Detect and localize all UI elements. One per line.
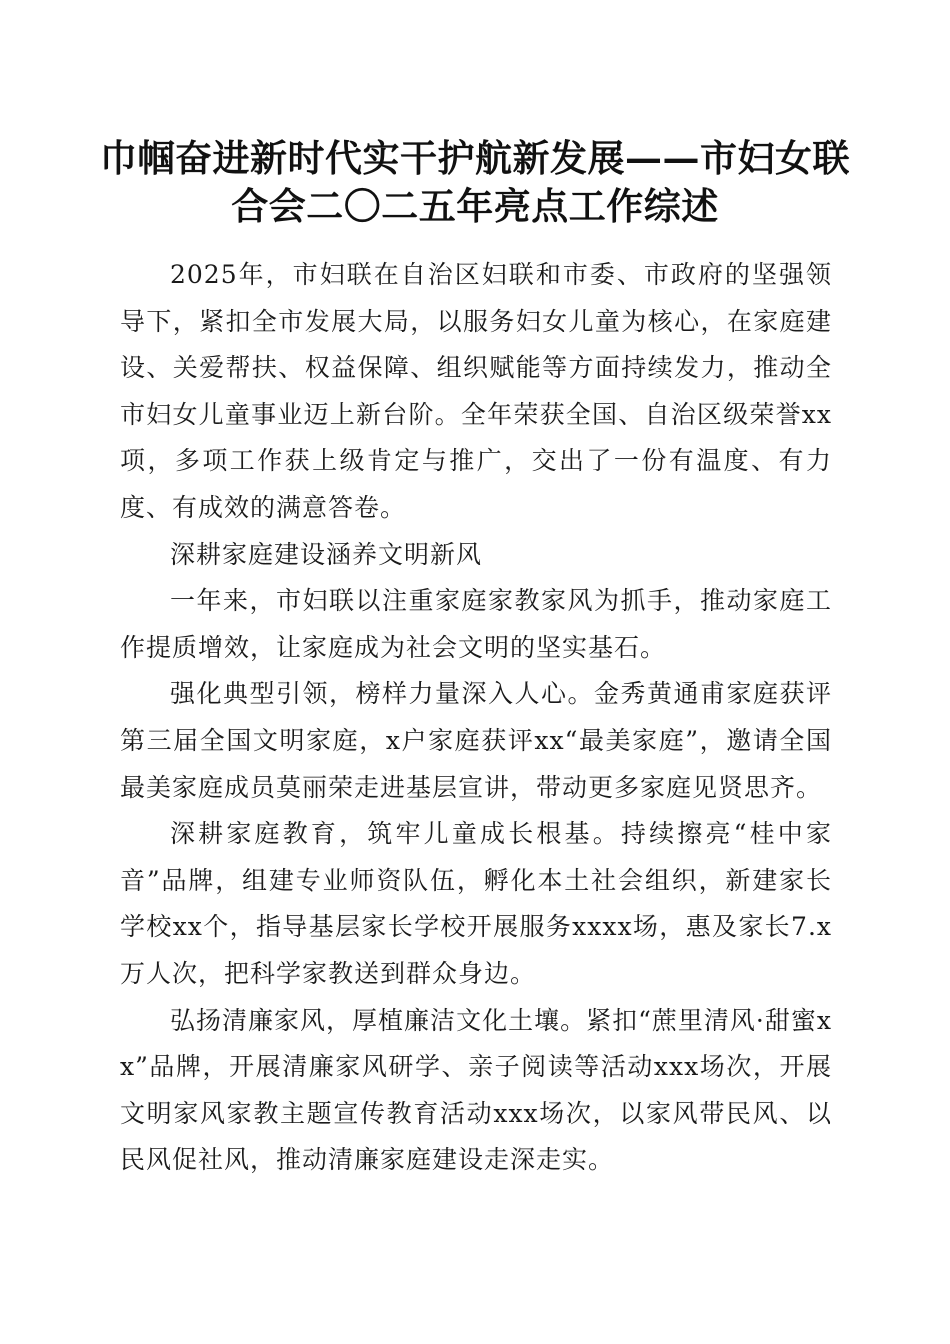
- intro-paragraph: 2025年，市妇联在自治区妇联和市委、市政府的坚强领导下，紧扣全市发展大局，以服务妇女儿童为核心，在家庭建设、关爱帮扶、权益保障、组织赋能等方面持续发力，推动全市妇女儿童事业迈上新台阶。全年荣获全国、自治区级荣誉xx项，多项工作获上级肯定与推广，交出了一份有温度、有力度、有成效的满意答卷。: [120, 260, 832, 522]
- document-title: [100, 134, 850, 230]
- body-paragraph: 强化典型引领，榜样力量深入人心。金秀黄通甫家庭获评第三届全国文明家庭，x户家庭获评xx“最美家庭”，邀请全国最美家庭成员莫丽荣走进基层宣讲，带动更多家庭见贤思齐。: [120, 679, 832, 802]
- title-line-1: 巾帼奋进新时代实干护航新发展——市妇女联: [100, 136, 850, 180]
- section-heading: 深耕家庭建设涵养文明新风: [170, 539, 483, 569]
- title-line-2: 合会二〇二五年亮点工作综述: [231, 184, 719, 228]
- body-paragraph: 弘扬清廉家风，厚植廉洁文化土壤。紧扣“蔗里清风·甜蜜xx”品牌，开展清廉家风研学、亲子阅读等活动xxx场次，开展文明家风家教主题宣传教育活动xxx场次，以家风带民风、以民风促社风，推动清廉家庭建设走深走实。: [120, 1005, 832, 1175]
- body-paragraph: 深耕家庭教育，筑牢儿童成长根基。持续擦亮“桂中家音”品牌，组建专业师资队伍，孵化本土社会组织，新建家长学校xx个，指导基层家长学校开展服务xxxx场，惠及家长7.x万人次，把科学家教送到群众身边。: [120, 819, 832, 988]
- body-paragraph: 一年来，市妇联以注重家庭家教家风为抓手，推动家庭工作提质增效，让家庭成为社会文明的坚实基石。: [120, 586, 832, 662]
- document-body: [120, 252, 832, 1184]
